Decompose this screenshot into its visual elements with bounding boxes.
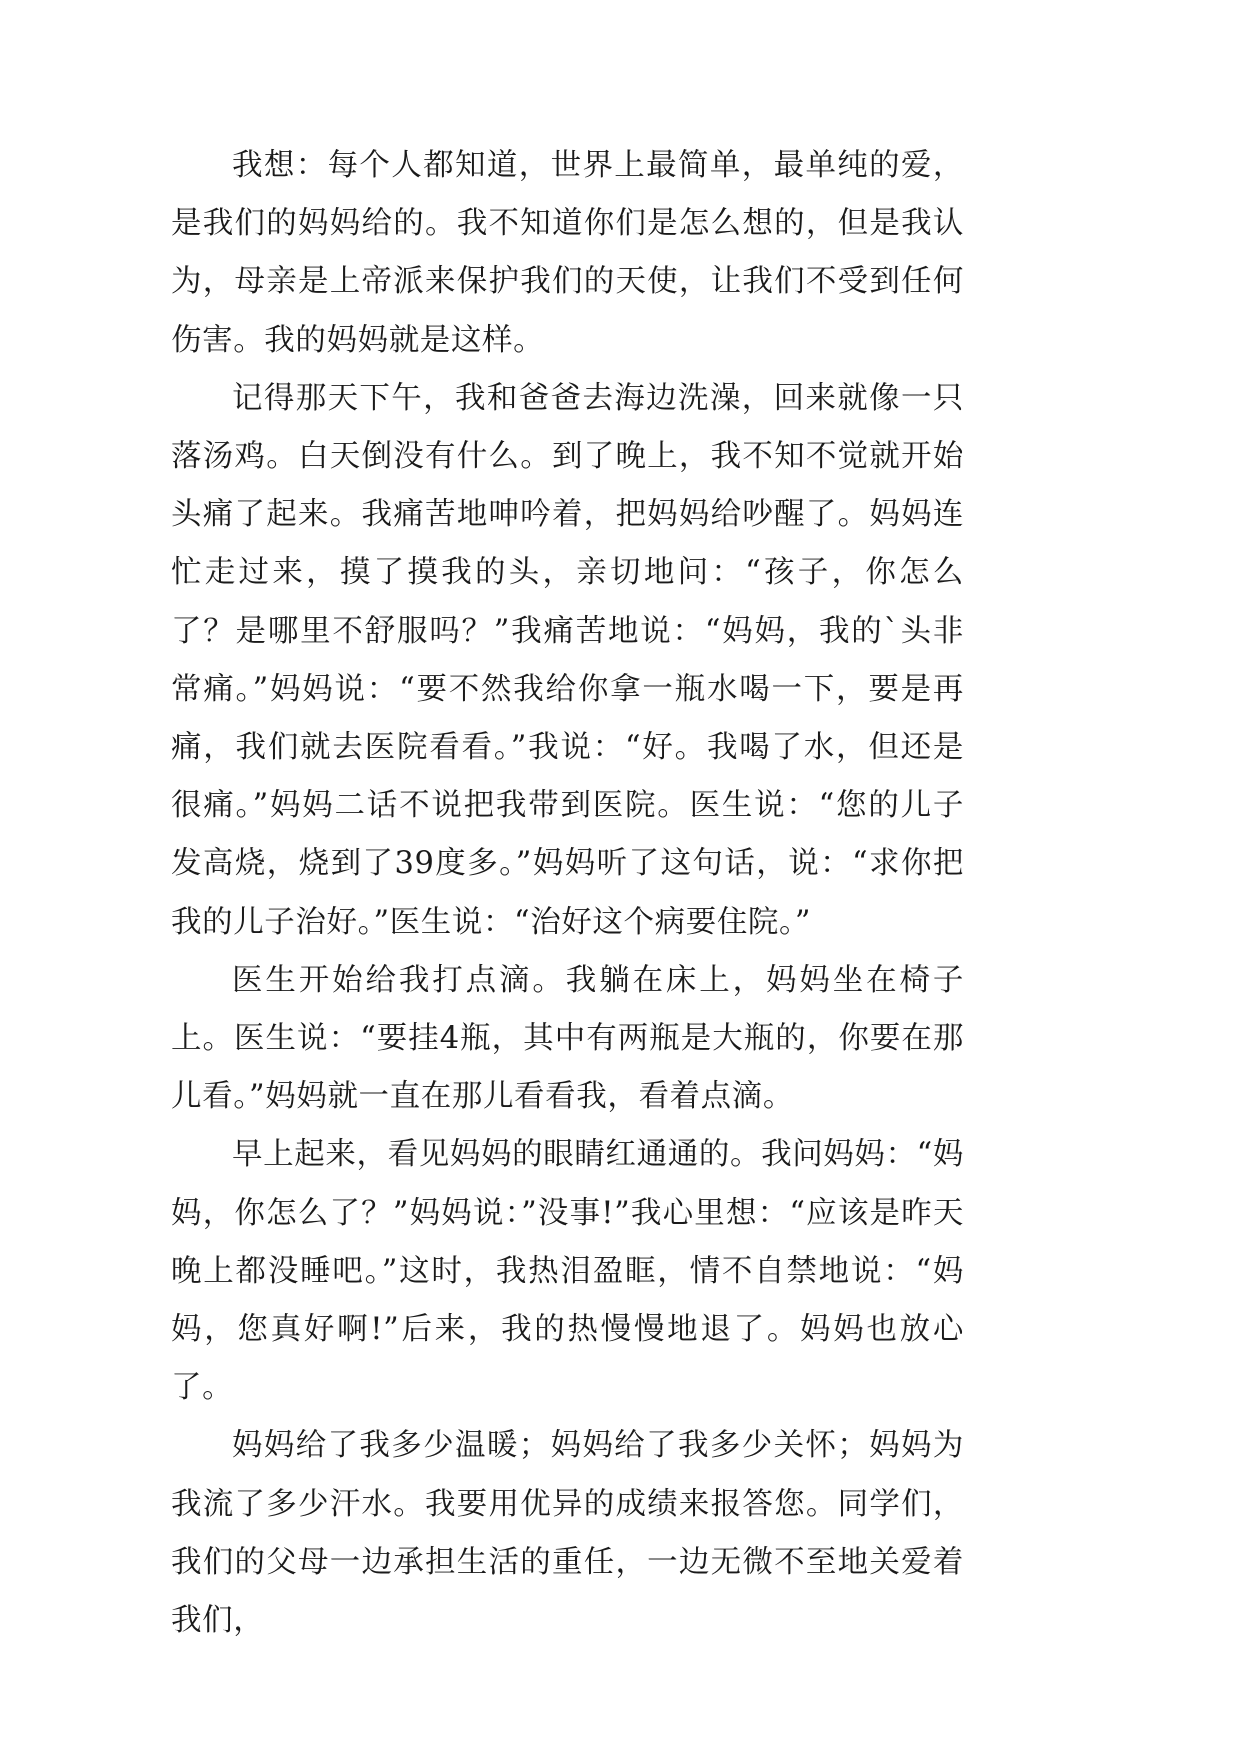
- paragraph-5: 妈妈给了我多少温暖；妈妈给了我多少关怀；妈妈为我流了多少汗水。我要用优异的成绩来报答您。同学们，我们的父母一边承担生活的重任，一边无微不至地关爱着我们，: [171, 1428, 964, 1639]
- essay-body: [171, 137, 964, 1650]
- paragraph-2: 记得那天下午，我和爸爸去海边洗澡，回来就像一只落汤鸡。白天倒没有什么。到了晚上，我不知不觉就开始头痛了起来。我痛苦地呻吟着，把妈妈给吵醒了。妈妈连忙走过来，摸了摸我的头，亲切地问：“孩子，你怎么了？是哪里不舒服吗？”我痛苦地说：“妈妈，我的`头非常痛。”妈妈说：“要不然我给你拿一瓶水喝一下，要是再痛，我们就去医院看看。”我说：“好。我喝了水，但还是很痛。”妈妈二话不说把我带到医院。医生说：“您的儿子发高烧，烧到了39度多。”妈妈听了这句话，说：“求你把我的儿子治好。”医生说：“治好这个病要住院。”: [171, 380, 964, 940]
- paragraph-3: 医生开始给我打点滴。我躺在床上，妈妈坐在椅子上。医生说：“要挂4瓶，其中有两瓶是大瓶的，你要在那儿看。”妈妈就一直在那儿看看我，看着点滴。: [171, 962, 964, 1115]
- paragraph-4: 早上起来，看见妈妈的眼睛红通通的。我问妈妈：“妈妈，你怎么了？”妈妈说：”没事!”我心里想：“应该是昨天晚上都没睡吧。”这时，我热泪盈眶，情不自禁地说：“妈妈，您真好啊!”后来，我的热慢慢地退了。妈妈也放心了。: [171, 1137, 964, 1406]
- paragraph-1: 我想：每个人都知道，世界上最简单，最单纯的爱，是我们的妈妈给的。我不知道你们是怎么想的，但是我认为，母亲是上帝派来保护我们的天使，让我们不受到任何伤害。我的妈妈就是这样。: [171, 148, 964, 358]
